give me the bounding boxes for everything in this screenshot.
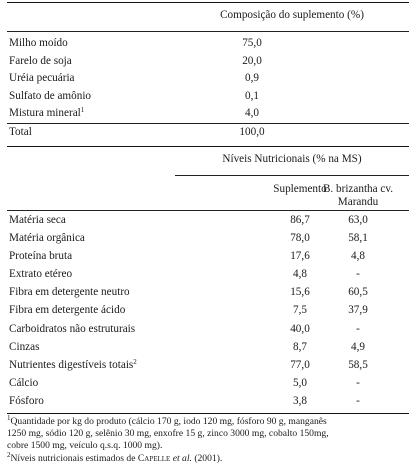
table2-col-supplement: Suplemento [273, 183, 327, 195]
table1-row-label [9, 107, 84, 120]
table2-row-label: Matéria orgânica [9, 232, 85, 244]
table2-bottom-rule [7, 413, 409, 414]
table2-row-label: Extrato etéreo [9, 268, 73, 280]
table1-top-rule [7, 2, 409, 3]
footnote-2-author: Capelle [137, 453, 171, 464]
table1-row-label: Farelo de soja [9, 55, 72, 67]
table2-row-v1: 4,8 [293, 268, 307, 280]
table1-row-value: 20,0 [242, 55, 262, 67]
footnote-1-line3: cobre 1500 mg, veículo q.s.q. 1000 mg). [7, 439, 163, 451]
table2-row-v1: 86,7 [290, 214, 310, 226]
table1-header-rule [7, 31, 409, 32]
footnote-mark: 2 [133, 358, 137, 366]
table2-row-v1: 8,7 [293, 341, 307, 353]
table2-row-v2: 58,1 [348, 232, 368, 244]
table1-row-value: 75,0 [242, 37, 262, 49]
table1-row-label: Milho moído [9, 37, 68, 49]
mixture-label-text: Mistura mineral [9, 107, 81, 119]
table2-row-v2: 60,5 [348, 286, 368, 298]
table2-row-label [9, 359, 137, 372]
table1-row-label: Sulfato de amônio [9, 90, 92, 102]
table2-row-v2: - [356, 395, 360, 407]
footnote-mark: 2 [7, 451, 11, 459]
table2-row-v1: 5,0 [293, 377, 307, 389]
table2-row-v2: - [356, 323, 360, 335]
table1-row-value: 0,9 [245, 72, 259, 84]
table2-row-v2: 4,9 [351, 341, 365, 353]
table2-row-v2: 58,5 [348, 359, 368, 371]
table2-row-label: Fósforo [9, 395, 44, 407]
table2-top-rule [7, 146, 409, 147]
table2-row-label: Fibra em detergente ácido [9, 304, 126, 316]
table2-row-v1: 3,8 [293, 395, 307, 407]
table2-row-label: Matéria seca [9, 214, 66, 226]
tdn-label-text: Nutrientes digestíveis totais [9, 359, 134, 371]
table1-row-value: 0,1 [245, 90, 259, 102]
table1-row-label: Uréia pecuária [9, 72, 75, 84]
table2-row-v2: 4,8 [351, 250, 365, 262]
table2-row-label: Cálcio [9, 377, 39, 389]
footnote-mark: 1 [80, 106, 85, 114]
table1-total-value: 100,0 [239, 126, 265, 138]
table2-row-v2: 37,9 [348, 304, 368, 316]
table1-total-label: Total [9, 126, 32, 138]
table2-row-v1: 40,0 [290, 323, 310, 335]
footnote-2-etal: et al. [172, 453, 192, 464]
table2-row-label: Proteína bruta [9, 250, 73, 262]
footnote-1 [7, 416, 407, 451]
table2-row-v2: - [356, 377, 360, 389]
table1-header: Composição do suplemento (%) [220, 9, 364, 21]
table2-col-grass-line1: B. brizantha cv. [322, 183, 394, 195]
footnote-2-year: (2001). [191, 453, 223, 464]
table2-row-v1: 7,5 [293, 304, 307, 316]
table2-row-label: Carboidratos não estruturais [9, 323, 136, 335]
table2-row-v1: 17,6 [290, 250, 310, 262]
footnote-1-line1: Quantidade por kg do produto (cálcio 170 g, iodo 120 mg, fósforo 90 g, manganês [10, 416, 327, 427]
footnote-1-line2: 1250 mg, sódio 120 g, selênio 30 mg, enxofre 15 g, zinco 3000 mg, cobalto 150mg, [7, 427, 329, 439]
table2-row-v1: 77,0 [290, 359, 310, 371]
table2-col-grass-line2: Marandu [337, 196, 379, 208]
table2-row-v1: 78,0 [290, 232, 310, 244]
table2-row-v2: - [356, 268, 360, 280]
footnote-2-text: Níveis nutricionais estimados de [10, 453, 138, 464]
table2-header-rule [7, 210, 409, 211]
table2-header: Níveis Nutricionais (% na MS) [222, 153, 362, 165]
table2-row-v2: 63,0 [348, 214, 368, 226]
table2-row-label: Cinzas [9, 341, 40, 353]
table1-row-value: 4,0 [245, 107, 259, 119]
table2-row-v1: 15,6 [290, 286, 310, 298]
table1-total-rule [7, 123, 409, 124]
table2-subheader-rule [175, 175, 409, 176]
footnote-mark: 1 [7, 414, 11, 422]
footnote-2 [7, 453, 407, 465]
table2-row-label: Fibra em detergente neutro [9, 286, 130, 298]
